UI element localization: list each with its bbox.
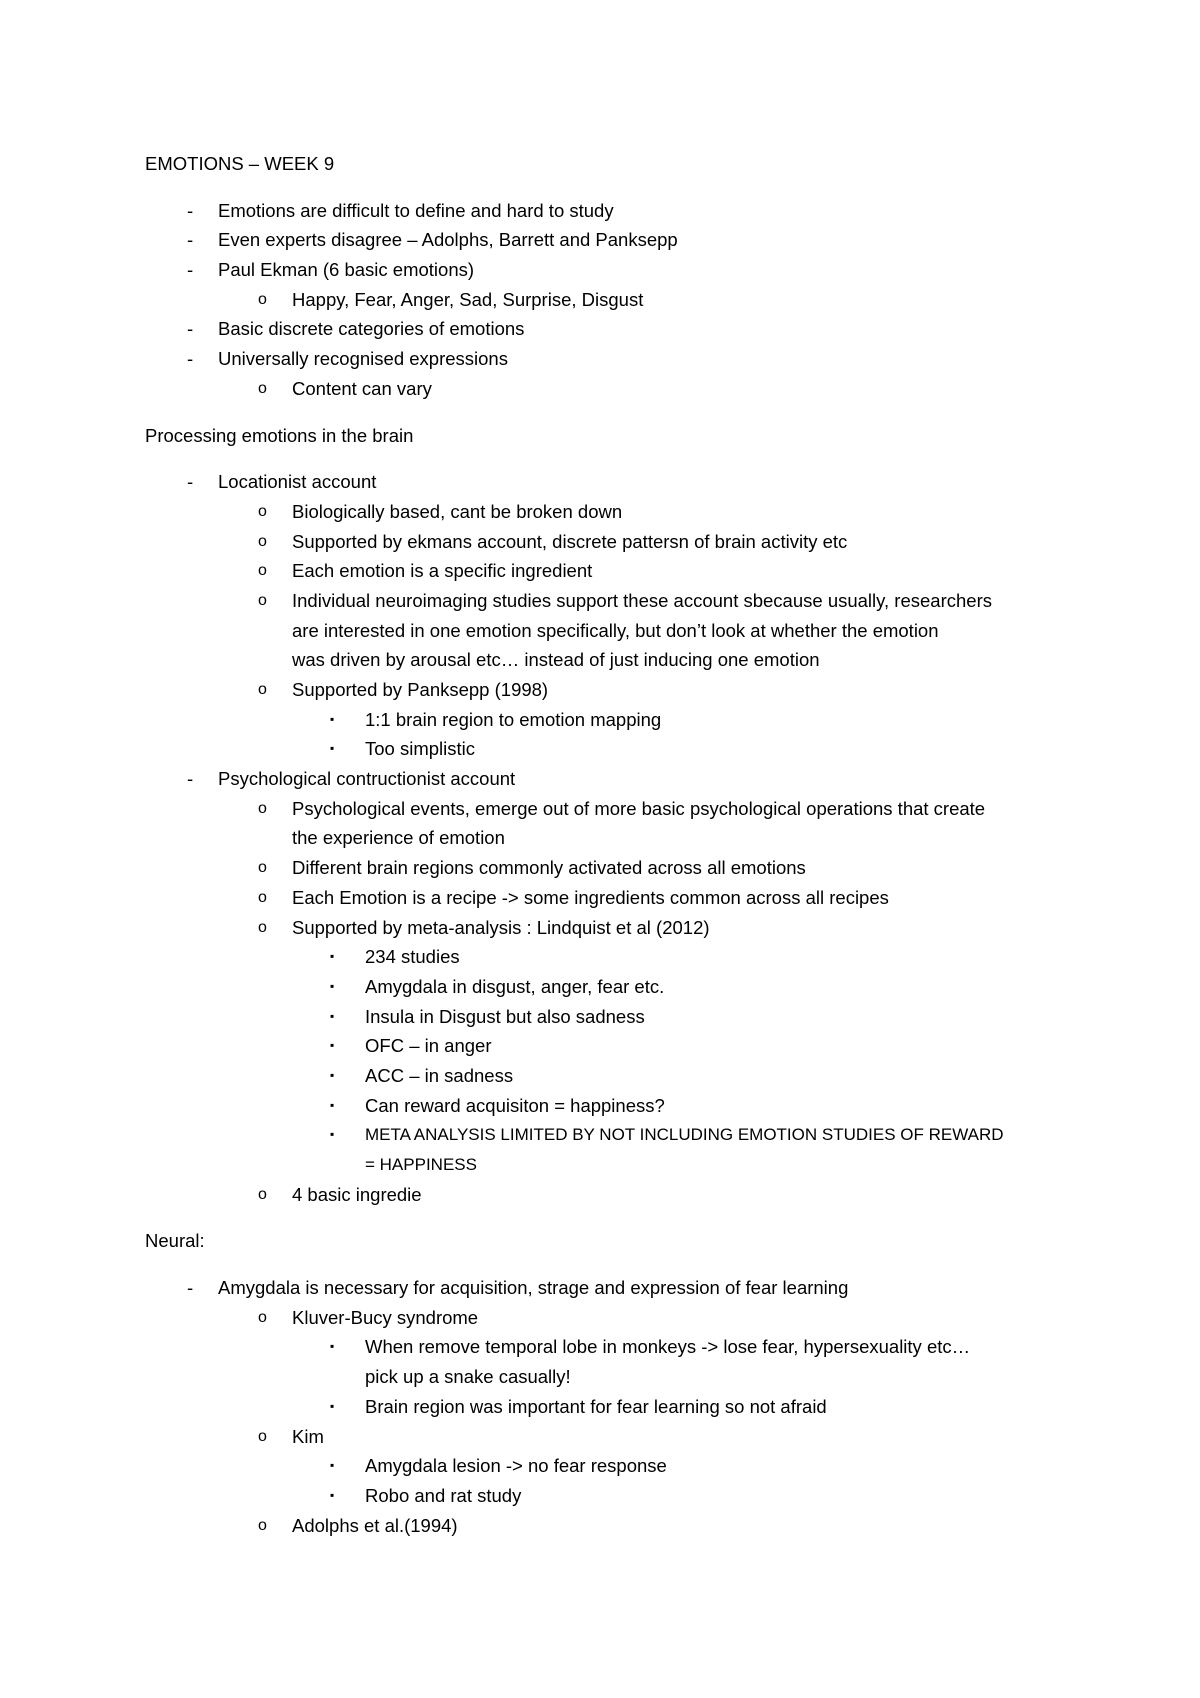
list-item-text: Amygdala in disgust, anger, fear etc. — [365, 975, 665, 997]
circle-bullet: o — [258, 859, 267, 877]
list-item-text: the experience of emotion — [292, 827, 505, 849]
square-bullet: ▪ — [330, 741, 335, 756]
list-item-text: Each emotion is a specific ingredient — [292, 560, 593, 582]
list-item-text: META ANALYSIS LIMITED BY NOT INCLUDING EMOTION STUDIES OF REWARD — [365, 1125, 1004, 1145]
circle-bullet: o — [258, 1516, 267, 1534]
square-bullet: ▪ — [330, 1067, 335, 1082]
list-item-text: Content can vary — [292, 377, 432, 399]
circle-bullet: o — [258, 591, 267, 609]
list-item — [0, 1392, 1200, 1422]
list-item-text: Emotions are difficult to define and hard to study — [218, 199, 614, 221]
square-bullet: ▪ — [330, 978, 335, 993]
dash-bullet: - — [187, 768, 194, 790]
list-item — [0, 1120, 1200, 1150]
circle-bullet: o — [258, 562, 267, 580]
square-bullet: ▪ — [330, 1097, 335, 1112]
list-item — [0, 972, 1200, 1002]
dash-bullet: - — [187, 1277, 194, 1299]
list-item — [0, 942, 1200, 972]
dash-bullet: - — [187, 348, 194, 370]
list-item — [0, 764, 1200, 794]
list-item — [0, 344, 1200, 374]
list-item-continuation — [0, 616, 1200, 646]
dash-bullet: - — [187, 259, 194, 281]
list-item-text: Insula in Disgust but also sadness — [365, 1005, 645, 1027]
list-item-continuation — [0, 823, 1200, 853]
list-item-text: Too simplistic — [365, 738, 475, 760]
list-item-text: 234 studies — [365, 946, 460, 968]
list-item-text: Paul Ekman (6 basic emotions) — [218, 259, 475, 281]
list-item — [0, 853, 1200, 883]
square-bullet: ▪ — [330, 711, 335, 726]
square-bullet: ▪ — [330, 1458, 335, 1473]
list-item-text: Amygdala lesion -> no fear response — [365, 1455, 667, 1477]
list-item — [0, 556, 1200, 586]
list-item — [0, 1451, 1200, 1481]
list-item — [0, 225, 1200, 255]
square-bullet: ▪ — [330, 1339, 335, 1354]
circle-bullet: o — [258, 1185, 267, 1203]
list-item-text: Supported by meta-analysis : Lindquist et al (2012) — [292, 916, 710, 938]
list-item — [0, 1303, 1200, 1333]
list-item-text: Each Emotion is a recipe -> some ingredients common across all recipes — [292, 886, 889, 908]
section-heading: Neural: — [145, 1230, 205, 1252]
list-item — [0, 734, 1200, 764]
list-item-text: Psychological events, emerge out of more basic psychological operations that create — [292, 797, 986, 819]
list-item — [0, 285, 1200, 315]
square-bullet: ▪ — [330, 1487, 335, 1502]
square-bullet: ▪ — [330, 1038, 335, 1053]
list-item — [0, 467, 1200, 497]
list-item-text: When remove temporal lobe in monkeys -> lose fear, hypersexuality etc… — [365, 1336, 971, 1358]
list-item-text: 4 basic ingredie — [292, 1183, 422, 1205]
list-item-text: OFC – in anger — [365, 1035, 492, 1057]
list-item — [0, 1061, 1200, 1091]
circle-bullet: o — [258, 502, 267, 520]
list-item — [0, 1031, 1200, 1061]
list-item — [0, 675, 1200, 705]
list-item-text: Adolphs et al.(1994) — [292, 1514, 458, 1536]
page-title: EMOTIONS – WEEK 9 — [145, 153, 335, 174]
circle-bullet: o — [258, 1308, 267, 1326]
list-item — [0, 1481, 1200, 1511]
list-item-text: Brain region was important for fear learning so not afraid — [365, 1395, 827, 1417]
square-bullet: ▪ — [330, 1398, 335, 1413]
list-item-text: Biologically based, cant be broken down — [292, 500, 623, 522]
section-heading-row — [0, 421, 1200, 451]
list-item-text: Supported by Panksepp (1998) — [292, 679, 549, 700]
square-bullet: ▪ — [330, 1008, 335, 1023]
list-item-text: Locationist account — [218, 471, 377, 493]
list-item-text: ACC – in sadness — [365, 1064, 514, 1086]
list-item — [0, 1511, 1200, 1541]
list-item — [0, 374, 1200, 404]
list-item-continuation — [0, 1362, 1200, 1392]
list-item-text: Kluver-Bucy syndrome — [292, 1306, 479, 1328]
list-item — [0, 705, 1200, 735]
circle-bullet: o — [258, 290, 267, 308]
list-item-text: pick up a snake casually! — [365, 1366, 571, 1388]
circle-bullet: o — [258, 1427, 267, 1445]
list-item — [0, 314, 1200, 344]
list-item-text: was driven by arousal etc… instead of just inducing one emotion — [292, 649, 820, 671]
circle-bullet: o — [258, 888, 267, 906]
square-bullet: ▪ — [330, 1127, 335, 1142]
list-item-text: Can reward acquisiton = happiness? — [365, 1094, 665, 1116]
list-item-text: Even experts disagree – Adolphs, Barrett and Panksepp — [218, 229, 678, 251]
list-item — [0, 586, 1200, 616]
list-item — [0, 255, 1200, 285]
circle-bullet: o — [258, 379, 267, 397]
dash-bullet: - — [187, 318, 194, 340]
list-item-text: Amygdala is necessary for acquisition, strage and expression of fear learning — [218, 1277, 849, 1299]
list-item — [0, 1273, 1200, 1303]
circle-bullet: o — [258, 918, 267, 936]
list-item — [0, 913, 1200, 943]
circle-bullet: o — [258, 532, 267, 550]
list-item-text: Robo and rat study — [365, 1484, 522, 1506]
section-heading: Processing emotions in the brain — [145, 424, 414, 446]
page-title-row — [0, 149, 1200, 179]
list-item-text: Happy, Fear, Anger, Sad, Surprise, Disgust — [292, 288, 644, 310]
list-item-text: Universally recognised expressions — [218, 348, 508, 370]
list-item — [0, 1422, 1200, 1452]
list-item — [0, 1002, 1200, 1032]
list-item — [0, 883, 1200, 913]
list-item-text: 1:1 brain region to emotion mapping — [365, 708, 662, 730]
list-item-text: Kim — [292, 1425, 324, 1447]
list-item — [0, 527, 1200, 557]
dash-bullet: - — [187, 199, 194, 221]
list-item-text: Supported by ekmans account, discrete pattersn of brain activity etc — [292, 530, 848, 552]
list-item-text: Different brain regions commonly activated across all emotions — [292, 857, 806, 879]
list-item-continuation — [0, 1150, 1200, 1180]
dash-bullet: - — [187, 229, 194, 251]
list-item — [0, 497, 1200, 527]
list-item — [0, 1180, 1200, 1210]
circle-bullet: o — [258, 681, 267, 698]
section-heading-row — [0, 1226, 1200, 1256]
list-item-text: Individual neuroimaging studies support these account sbecause usually, researchers — [292, 589, 992, 611]
list-item-text: Psychological contructionist account — [218, 768, 516, 790]
list-item — [0, 196, 1200, 226]
list-item-text: Basic discrete categories of emotions — [218, 318, 525, 340]
list-item — [0, 794, 1200, 824]
circle-bullet: o — [258, 799, 267, 817]
list-item-continuation — [0, 645, 1200, 675]
list-item-text: = HAPPINESS — [365, 1155, 477, 1174]
list-item-text: are interested in one emotion specifically, but don’t look at whether the emotion — [292, 619, 939, 641]
list-item — [0, 1332, 1200, 1362]
list-item — [0, 1091, 1200, 1121]
dash-bullet: - — [187, 471, 194, 493]
square-bullet: ▪ — [330, 949, 335, 964]
